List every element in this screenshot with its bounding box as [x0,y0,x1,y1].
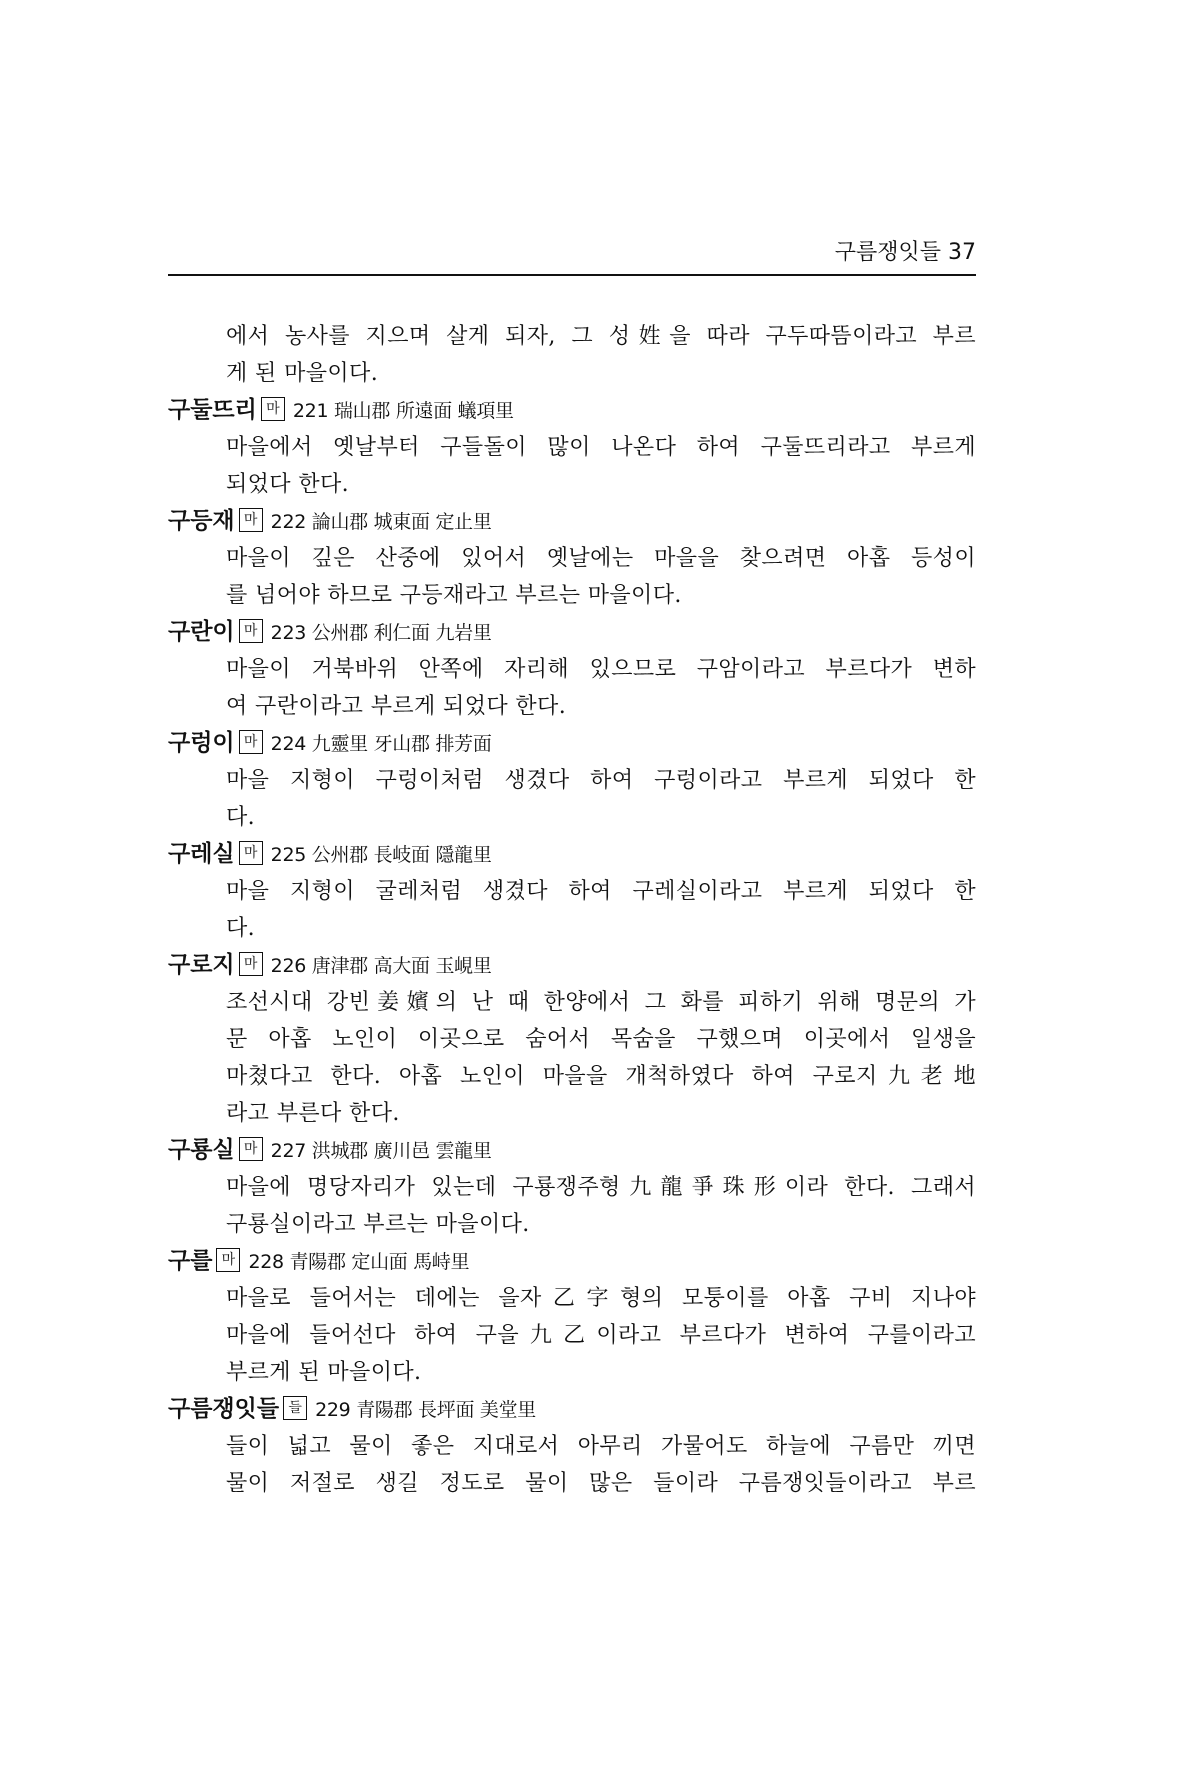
entry-text-line: 마을이 깊은 산중에 있어서 옛날에는 마을을 찾으려면 아홉 등성이 [226,546,976,571]
entry-type-tag: 마 [239,619,263,643]
running-title: 구름쟁잇들 37 [834,240,976,265]
entry-type-tag: 마 [239,1137,263,1161]
entry-text-line: 물이 저절로 생길 정도로 물이 많은 들이라 구름쟁잇들이라고 부르 [226,1471,976,1496]
entry-type-tag: 마 [239,952,263,976]
entry-text-line: 들이 넓고 물이 좋은 지대로서 아무리 가물어도 하늘에 구름만 끼면 [226,1434,976,1459]
intro-line: 게 된 마을이다. [226,361,379,386]
entry-type-tag: 마 [239,730,263,754]
entry-location: 229 青陽郡 長坪面 美堂里 [315,1399,536,1421]
entry-location: 223 公州郡 利仁面 九岩里 [270,622,492,644]
entry-text-line: 여 구란이라고 부르게 되었다 한다. [226,694,567,719]
running-header [168,238,976,276]
entry-heading [168,1243,976,1280]
entry-text-line: 마을로 들어서는 데에는 을자乙字형의 모퉁이를 아홉 구비 지나야 [226,1286,976,1311]
entry-heading [168,836,976,873]
entry-location: 224 九靈里 牙山郡 排芳面 [270,733,492,755]
entry-heading [168,614,976,651]
entry-location: 221 瑞山郡 所遠面 蟻項里 [292,400,514,422]
entry-name: 구로지 [168,952,235,978]
entry-name: 구름쟁잇들 [168,1396,280,1422]
entry-heading [168,503,976,540]
entry-text-line: 마을이 거북바위 안쪽에 자리해 있으므로 구암이라고 부르다가 변하 [226,657,976,682]
entry-type-tag: 들 [283,1396,307,1420]
entry-text-line: 문 아홉 노인이 이곳으로 숨어서 목숨을 구했으며 이곳에서 일생을 [226,1027,976,1052]
entry-name: 구렁이 [168,730,235,756]
entry-name: 구레실 [168,841,235,867]
entry-location: 227 洪城郡 廣川邑 雲龍里 [270,1140,492,1162]
entry-text-line: 마을에 명당자리가 있는데 구룡쟁주형九龍爭珠形이라 한다. 그래서 [226,1175,976,1200]
entry-text-line: 다. [226,805,256,830]
page-body [168,318,976,1502]
entry-heading [168,725,976,762]
entry-text-line: 마을에 들어선다 하여 구을九乙이라고 부르다가 변하여 구를이라고 [226,1323,976,1348]
entry-name: 구둘뜨리 [168,397,257,423]
entry-type-tag: 마 [239,508,263,532]
entry-text-line: 를 넘어야 하므로 구등재라고 부르는 마을이다. [226,583,682,608]
entry-heading [168,1391,976,1428]
entry-text-line: 마을 지형이 굴레처럼 생겼다 하여 구레실이라고 부르게 되었다 한 [226,879,976,904]
entry-name: 구룡실 [168,1137,235,1163]
entry-text-line: 구룡실이라고 부르는 마을이다. [226,1212,530,1237]
entry-text-line: 마을에서 옛날부터 구들돌이 많이 나온다 하여 구둘뜨리라고 부르게 [226,435,976,460]
entry-text-line: 부르게 된 마을이다. [226,1360,422,1385]
entry-name: 구등재 [168,508,235,534]
entry-location: 222 論山郡 城東面 定止里 [270,511,492,533]
entry-text-line: 조선시대 강빈姜嬪의 난 때 한양에서 그 화를 피하기 위해 명문의 가 [226,990,976,1015]
entry-text-line: 마쳤다고 한다. 아홉 노인이 마을을 개척하였다 하여 구로지九老地 [226,1064,976,1089]
entry-heading [168,947,976,984]
intro-line: 에서 농사를 지으며 살게 되자, 그 성姓을 따라 구두따뜸이라고 부르 [226,324,976,349]
entry-type-tag: 마 [216,1248,240,1272]
entry-heading [168,392,976,429]
entry-location: 225 公州郡 長岐面 隱龍里 [270,844,492,866]
entry-type-tag: 마 [261,397,285,421]
entry-text-line: 다. [226,916,256,941]
entry-location: 228 青陽郡 定山面 馬峙里 [248,1251,470,1273]
entry-type-tag: 마 [239,841,263,865]
entry-name: 구를 [168,1248,213,1274]
entry-name: 구란이 [168,619,235,645]
entry-text-line: 라고 부른다 한다. [226,1101,400,1126]
entry-heading [168,1132,976,1169]
entry-text-line: 마을 지형이 구렁이처럼 생겼다 하여 구렁이라고 부르게 되었다 한 [226,768,976,793]
entry-text-line: 되었다 한다. [226,472,350,497]
entry-location: 226 唐津郡 高大面 玉峴里 [270,955,492,977]
